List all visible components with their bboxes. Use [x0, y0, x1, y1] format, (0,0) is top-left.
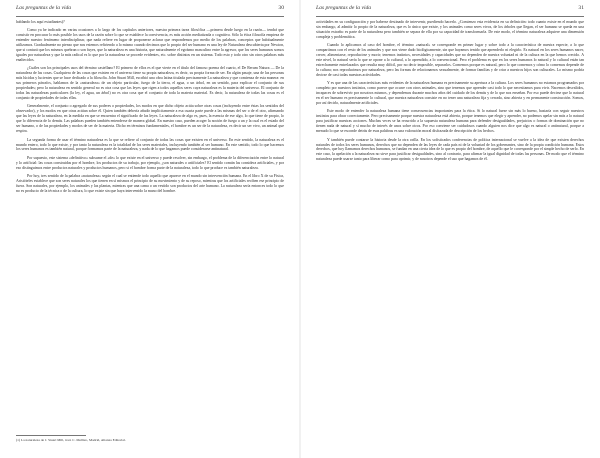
right-paragraph: Y también puede contarse la historia desde la otra orilla. En los sofisticados conferencias de política internacional se vuelve a la idea de que existen derechos naturales de todos los seres humanos, derechos que no dependen de las leyes de cada país ni de la voluntad de los gobernantes, sino de la propia condición humana. Estos derechos, que hoy llamamos derechos humanos, se fundan en una cierta idea de lo que es propio del hombre, de aquello que le corresponde por el simple hecho de serlo. En este caso, la apelación a la naturaleza no sirve para justificar desigualdades, sino al contrario, para afirmar la igual dignidad de todas las personas. De modo que el término naturaleza puede usarse tanto para liberar como para oprimir, y de nosotros depende el uso que hagamos de él.	[316, 137, 584, 162]
left-paragraph: Como ya he indicado en varias ocasiones a lo largo de los capítulos anteriores, nuestra primera tarea filosófica —primera desde luego en la razón— tendrá que consistir en procurar lo más posible los usos de la razón sobre lo que se establece la convivencia, es más acción mediatizada o cognitiva. Sólo la ética filosofía empieza de entender nuestro fenómeno interdisciplinar, que nada refiere en lugar de proponerse aclarar que respondemos por medio de los palabras, conceptos que habitualmente utilizamos. Gradualmente no pienso que nos estemos refiriendo a lo mismo cuando decimos que lo propio del ser humano es una ley de Naturaleza descubierta por Newton, que si contará que los mismos quebran o son fuyes, que la naturaleza es una historia, que naturalmente el egoísmo masculino entre la agresor, que los seres humanos somos iguales por naturaleza y que la más radical es lo que por la naturaleza se procede evidentes, etc. sobre distintos en un sistema. Todo esto y todo otro sin otros palabras más enaltecidos.	[16, 28, 284, 63]
footnote-rule	[16, 435, 86, 436]
right-paragraph: Y es que una de las características más evidentes de la naturaleza humana es precisamente su apertura a la cultura. Los seres humanos no estamos programados por completo por nuestros instintos, como parece que ocurre con otros animales, sino que tenemos que aprender casi todo lo que necesitamos para vivir. Nacemos desvalidos, incapaces de sobrevivir por nosotros mismos, y dependemos durante muchos años del cuidado de los demás y de lo que nos enseñan. Por eso puede decirse que lo natural en el ser humano es precisamente lo cultural, que nuestra naturaleza consiste en no tener una naturaleza fija y cerrada, sino abierta y en permanente construcción. Somos, por así decirlo, naturalmente artificiales.	[316, 81, 584, 106]
left-paragraph: hablando los aquí estudiantes)?	[16, 20, 65, 24]
right-body-text	[316, 20, 584, 434]
left-running-title: Las preguntas de la vida	[16, 5, 72, 11]
left-paragraph: Generalmente, el conjunto o agregado de sus poderes o propiedades, los modos en que dicho objeto actúa sobre otras cosas (incluyendo entre éstas los sentidos del observador), y los modos en que otras actúan sobre él. Quien también debería añadir implícitamente a esa cuarta parte puede a las mismas del ser o de el otro, afirmando que las leyes de la naturaleza, en la medida en que se encuentra el significado de las leyes. La naturaleza de algo es, pues, la esencia de ese algo, lo que tiene de propio, lo que lo diferencia de lo demás. Las palabras pueden también entenderse de manera global. En nuestro caso, pueden acoger la noción de fuego a un y la cual es el estado del ser humano, o de las propiedades y modos de ser de la materia. Dicho en términos fundamentales, el hombre es un ser de la naturaleza, es decir un ser vivo, un animal que respira.	[16, 104, 284, 134]
right-page-number: 31	[578, 5, 584, 11]
right-paragraph: Este modo de entender la naturaleza humana tiene consecuencias importantes para la ética. Si lo natural fuese sin más lo bueno, bastaría con seguir nuestros instintos para obrar correctamente. Pero precisamente porque nuestra naturaleza está abierta, porque tenemos que elegir y aprender, no podemos apelar sin más a lo natural para justificar nuestras acciones. Muchas veces se ha recurrido a la supuesta naturaleza humana para defender desigualdades, prejuicios o formas de dominación que no tienen nada de natural y sí mucho de interés de unos sobre otros. Por eso conviene ser cuidadosos cuando alguien nos dice que algo es natural o antinatural, porque a menudo lo que se esconde detrás de esas palabras es una valoración moral disfrazada de descripción de los hechos.	[316, 109, 584, 134]
footnote: (1) La naturaleza de J. Stuart Mill, trad. C. Mellizo, Madrid, Alianza Editorial.	[16, 438, 126, 442]
left-header-rule	[16, 16, 284, 17]
right-paragraph: actividades en su configuración y por haberse destinado de intervenir, puediendo hacerlo. ¿Comienzo esta evidencia en su definición: todo cuanto existe en el mundo que sin embargo, al admitir lo propio de la naturaleza, que es lo único que existe, y los animales como seres vivos, de los árboles que llegan, el ser humano se queda en una situación extraña: es parte de la naturaleza pero también se separa de ella por su capacidad de transformarla. De este modo, el término naturaleza adquiere una dimensión compleja y problemática.	[316, 20, 584, 39]
right-running-title: Las preguntas de la vida	[316, 5, 372, 11]
left-paragraph: Por hoy, tres sentido de la palabra «naturaleza» según el cual se entiende todo aquello que aparece en el mundo sin intervención humana. En el libro X de su Física, Aristóteles establece que son seres naturales los que tienen en sí mismos el principio de su movimiento y de su reposo, mientras que los artificiales reciben ese principio de fuera. Son naturales, por ejemplo, los animales y las plantas, mientras que una cama o un vestido son productos del arte humano. La naturaleza sería entonces todo lo que no es producto de la técnica o de la cultura, lo que existe sin que haya intervenido la mano del hombre.	[16, 174, 284, 193]
left-body-text	[16, 20, 284, 434]
left-page-header	[16, 5, 284, 15]
left-paragraph: Por supuesto, este sistema «definitivo» subsume el «de» lo que existe en el universo y puede resolver, sin embargo, el problema de la diferenciación entre lo natural y lo artificial: las cosas construidas por el hombre, los productos de su trabajo, por ejemplo, ¿son naturales o artificiales? El sentido común las considera artificiales, y por eso distinguimos entre productos naturales y productos humanos, pero si el hombre forma parte de la naturaleza, todo lo que produce es también naturaleza.	[16, 155, 284, 170]
right-paragraph: Cuando lo aplicamos al caso del hombre, el término «natural» se corresponde en primer lugar y sobre todo a la característica de nuestra especie, a lo que compartimos con el resto de los animales y que nos viene dado biológicamente, sin que hayamos tenido que aprenderlo ni elegirlo. Es natural en los seres humanos nacer, crecer, alimentarse, reproducirse y morir; tenemos instintos, necesidades y capacidades que no dependen de nuestra voluntad ni de la cultura en la que hemos crecido. A este nivel, lo natural sería lo que se opone a lo cultural, a lo aprendido, a lo convencional. Pero el problema es que en los seres humanos lo natural y lo cultural están tan estrechamente entrelazados que resulta muy difícil, por no decir imposible, separarlos. Comemos porque es natural, pero lo que comemos y cómo lo comemos depende de la cultura; nos reproducimos por naturaleza, pero las formas de relacionarnos sexualmente, de formar familias y de criar a nuestros hijos son culturales. Lo mismo podría decirse de casi todas nuestras actividades.	[316, 43, 584, 77]
left-paragraph: ¿Cuáles son los principales usos del término castellano? El primero de ellos es el que vierte en el título del famoso poema del cuarto, el De Rerum Natura — De la naturaleza de las cosas. Cualquiera de las cosas que existen en el universo tiene su propia naturaleza, es decir, su propia forma de ser. En algún pasaje, una de las personas más lúcidas y lucientes que se hace dedicado a la filosofía. John Stuart Mill, escribió una obra latina titulada precisamente La naturaleza y que comienza de esta manera: en sus primeros párrafos, hablamos de la «naturaleza» de un objeto particular, fuego de la tierra, el agua, o un árbol, en un sentido, para explicar el conjunto de sus propiedades; pero la naturaleza en sentido general no es otra cosa que las leyes que rigen a todos aquellos seres cuya naturaleza es la materia del universo. El conjunto de todas las naturalezas particulares (la ley, el agua, un árbol) no es otra cosa que el conjunto de toda la materia material. Es decir, la naturaleza de todas las cosas es el conjunto de propiedades de todas ellas.	[16, 66, 284, 101]
right-page-header	[316, 5, 584, 15]
right-header-rule	[316, 16, 584, 17]
right-page	[300, 0, 600, 458]
left-page-number: 30	[278, 5, 284, 11]
left-paragraph: La segunda forma de usar el término naturaleza es la que se refiere al conjunto de todas las cosas que existen en el universo. En este sentido, la naturaleza es el mundo entero, todo lo que existe, y por tanto la naturaleza es la totalidad de los seres materiales, incluyendo también al ser humano. En este sentido, todo lo que hacemos los seres humanos es también natural, porque formamos parte de la naturaleza, y nada de lo que hagamos puede considerarse antinatural.	[16, 137, 284, 152]
